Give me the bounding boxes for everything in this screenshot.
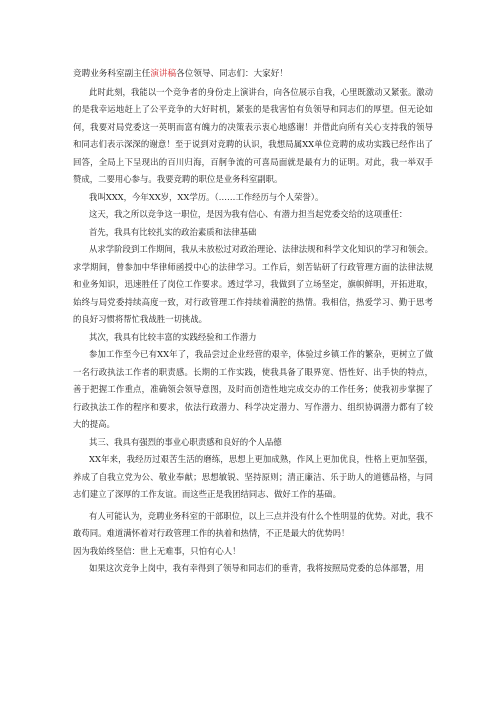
paragraph-reason: 这天，我之所以竞争这一职位，是因为我有信心、有潜力担当起党委交给的这项重任： [89, 209, 408, 219]
paragraph-self-intro: 我叫XXX，今年XX岁，XX学历。（……工作经历与个人荣誉）。 [89, 191, 324, 202]
section-heading-1: 首先，我具有比较扎实的政治素质和法律基础 [89, 226, 257, 237]
paragraph-section-1: 从求学阶段到工作期间，我从未放松过对政治理论、法律法规和科学文化知识的学习和领会。求学期间，曾参加中华律师函授中心的法律学习。工作后，刻苦钻研了行政管理方面的法律法规和业务知识，迅速胜任了岗位工作要求。透过学习，我做到了立场坚定，旗帜鲜明，开拓进取，始终与局党委持续高度一致，对行政管理工作持续着满腔的热情。我相信，热爱学习、勤于思考的良好习惯将帮忙我战胜一切挑战。 [73, 244, 433, 324]
paragraph-section-2: 参加工作至今已有XX年了，我品尝过企业经营的艰辛，体验过乡镇工作的繁杂，更树立了做一名行政执法工作者的职责感。长期的工作实践，使我具备了眼界宽、悟性好、出手快的特点，善于把握工作重点，准确领会领导意图，及时而创造性地完成交办的工作任务；使我初步掌握了行政执法工作的程序和要求，依法行政潜力、科学决定潜力、写作潜力、组织协调潜力都有了较大的提高。 [73, 349, 433, 429]
paragraph-belief: 因为我始终坚信：世上无难事，只怕有心人！ [73, 545, 241, 556]
speech-body [73, 66, 433, 578]
paragraph-advantage: 有人可能认为，竞聘业务科室的干部职位，以上三点并没有什么个性明显的优势。对此，我不敢苟同。难道满怀着对行政管理工作的执着和热情，不正是最大的优势吗！ [73, 510, 433, 538]
section-heading-2: 其次，我具有比较丰富的实践经验和工作潜力 [89, 331, 257, 342]
paragraph-intro: 此时此刻，我能以一个竞争者的身份走上演讲台，向各位展示自我，心里既激动又紧张。激动的是我幸运地赶上了公平竞争的大好时机，紧张的是我害怕有负领导和同志们的厚望。但无论如何，我要对局党委这一英明而富有魄力的决策表示衷心地感谢！并借此向所有关心支持我的领导和同志们表示深深的谢意！至于说到对竞聘的认识，我想局属XX单位竞聘的成功实践已经作出了回答，全局上下呈现出的百川归海，百舸争流的可喜局面就是最有力的证明。对此，我一举双手赞成，二要用心参与。我要竞聘的职位是业务科室副职。 [73, 86, 433, 184]
speech-title [73, 66, 433, 84]
section-heading-3: 其三、我具有强烈的事业心职责感和良好的个人品德 [89, 436, 282, 447]
paragraph-section-3: XX年来，我经历过艰苦生活的磨练，思想上更加成熟，作风上更加优良，性格上更加坚强，养成了自我立党为公、敬业奉献；思想敏锐、坚持原则；清正廉洁、乐于助人的道德品格，与同志们建立了深厚的工作友谊。而这些正是我团结同志、做好工作的基础。 [73, 454, 433, 499]
title-highlight: 演讲稿 [150, 69, 177, 79]
title-prefix: 竞聘业务科室副主任 [73, 69, 151, 79]
salutation: 各位领导、同志们：大家好！ [176, 69, 288, 79]
paragraph-closing: 如果这次竞争上岗中，我有幸得到了领导和同志们的垂青，我将按照局党委的总体部署，用 [89, 563, 424, 573]
